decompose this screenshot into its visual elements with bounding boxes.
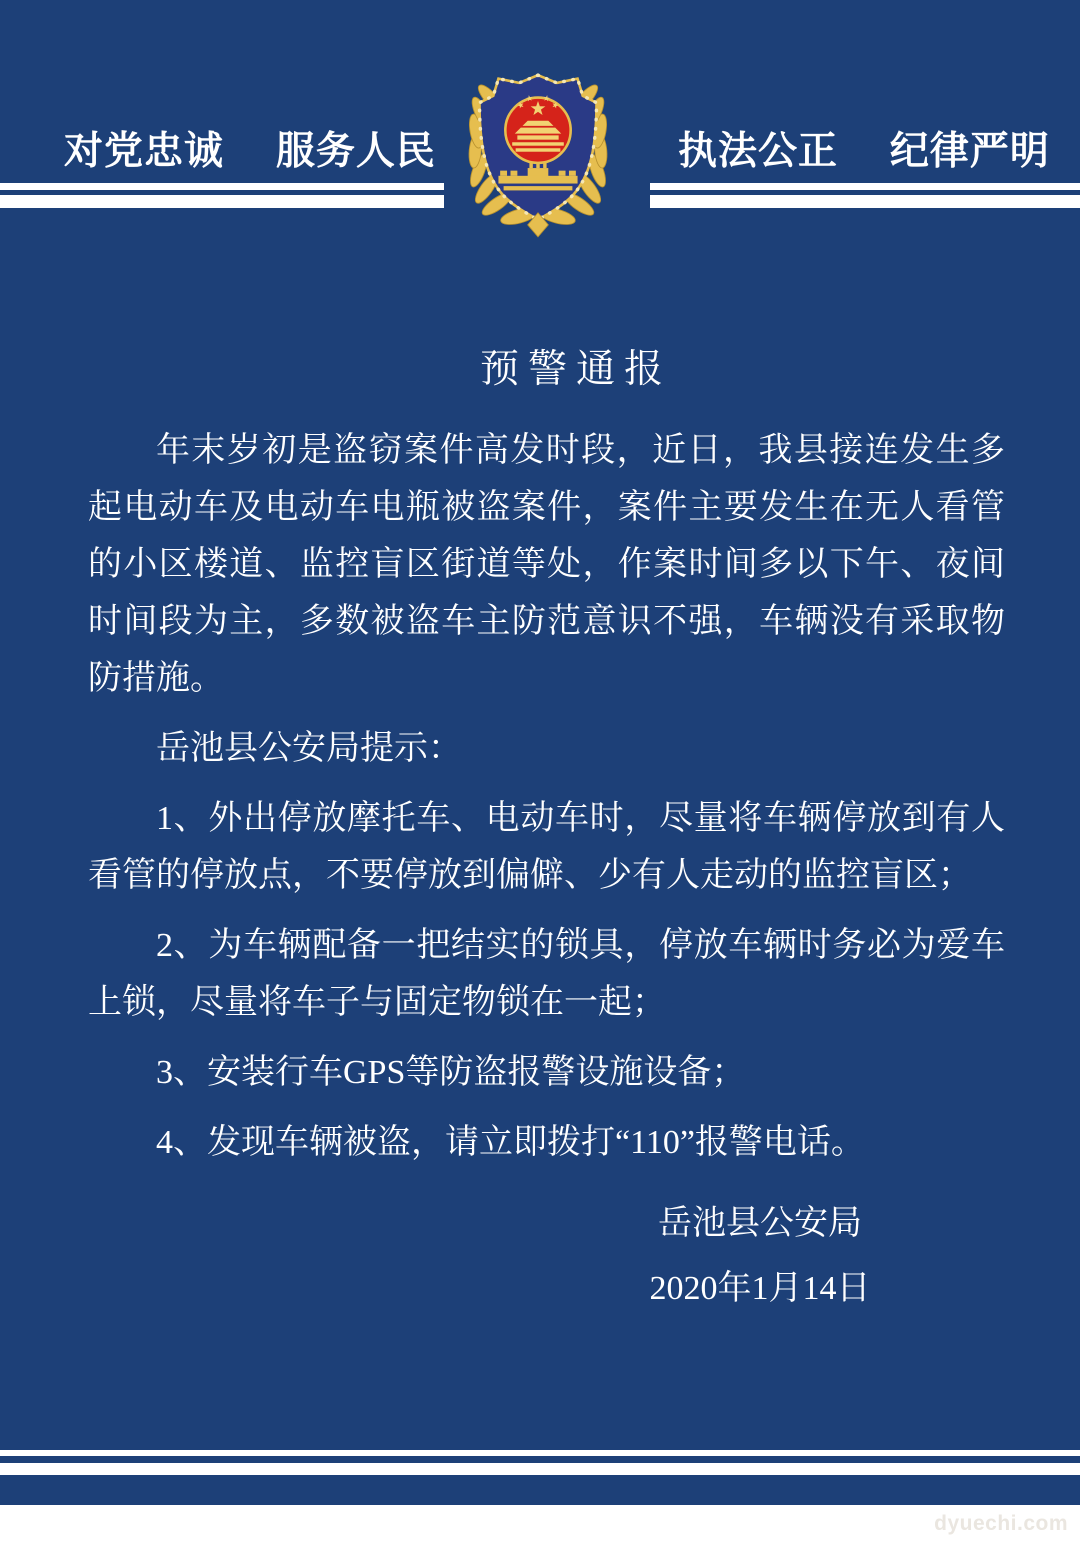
notice-paragraph: 1、外出停放摩托车、电动车时，尽量将车辆停放到有人看管的停放点，不要停放到偏僻、少有人走动的监控盲区；: [88, 800, 1005, 894]
slogan-fair-enforcement: 执法公正: [678, 130, 839, 173]
header-slogan-left: [64, 120, 436, 176]
notice-title: 预警通报: [479, 348, 672, 391]
slogan-loyal-to-party: 对党忠诚: [64, 130, 225, 173]
notice-paragraph: 岳池县公安局提示：: [156, 730, 462, 767]
footer-stripe-thin: [0, 1456, 1080, 1463]
notice-paragraph: 3、安装行车GPS等防盗报警设施设备；: [156, 1054, 746, 1091]
signature-date: 2020年1月14日: [649, 1270, 871, 1307]
watermark: dyuechi.com: [934, 1512, 1068, 1535]
slogan-serve-people: 服务人民: [275, 130, 436, 173]
signature-name: 岳池县公安局: [658, 1205, 862, 1242]
slogan-strict-discipline: 纪律严明: [889, 130, 1050, 173]
footer-stripe-band: [0, 1475, 1080, 1505]
header-slogan-right: [678, 120, 1050, 176]
notice-paragraph: 2、为车辆配备一把结实的锁具，停放车辆时务必为爱车上锁，尽量将车子与固定物锁在一起；: [88, 927, 1005, 1021]
notice-paragraph: 4、发现车辆被盗，请立即拨打“110”报警电话。: [156, 1124, 865, 1161]
notice-body: [88, 422, 1005, 1184]
notice-paragraph: 年末岁初是盗窃案件高发时段，近日，我县接连发生多起电动车及电动车电瓶被盗案件，案件主要发生在无人看管的小区楼道、监控盲区街道等处，作案时间多以下午、夜间时间段为主，多数被盗车主防范意识不强，车辆没有采取物防措施。: [88, 432, 1005, 697]
signature-block: [460, 1191, 1060, 1321]
police-emblem-icon: [452, 58, 624, 242]
